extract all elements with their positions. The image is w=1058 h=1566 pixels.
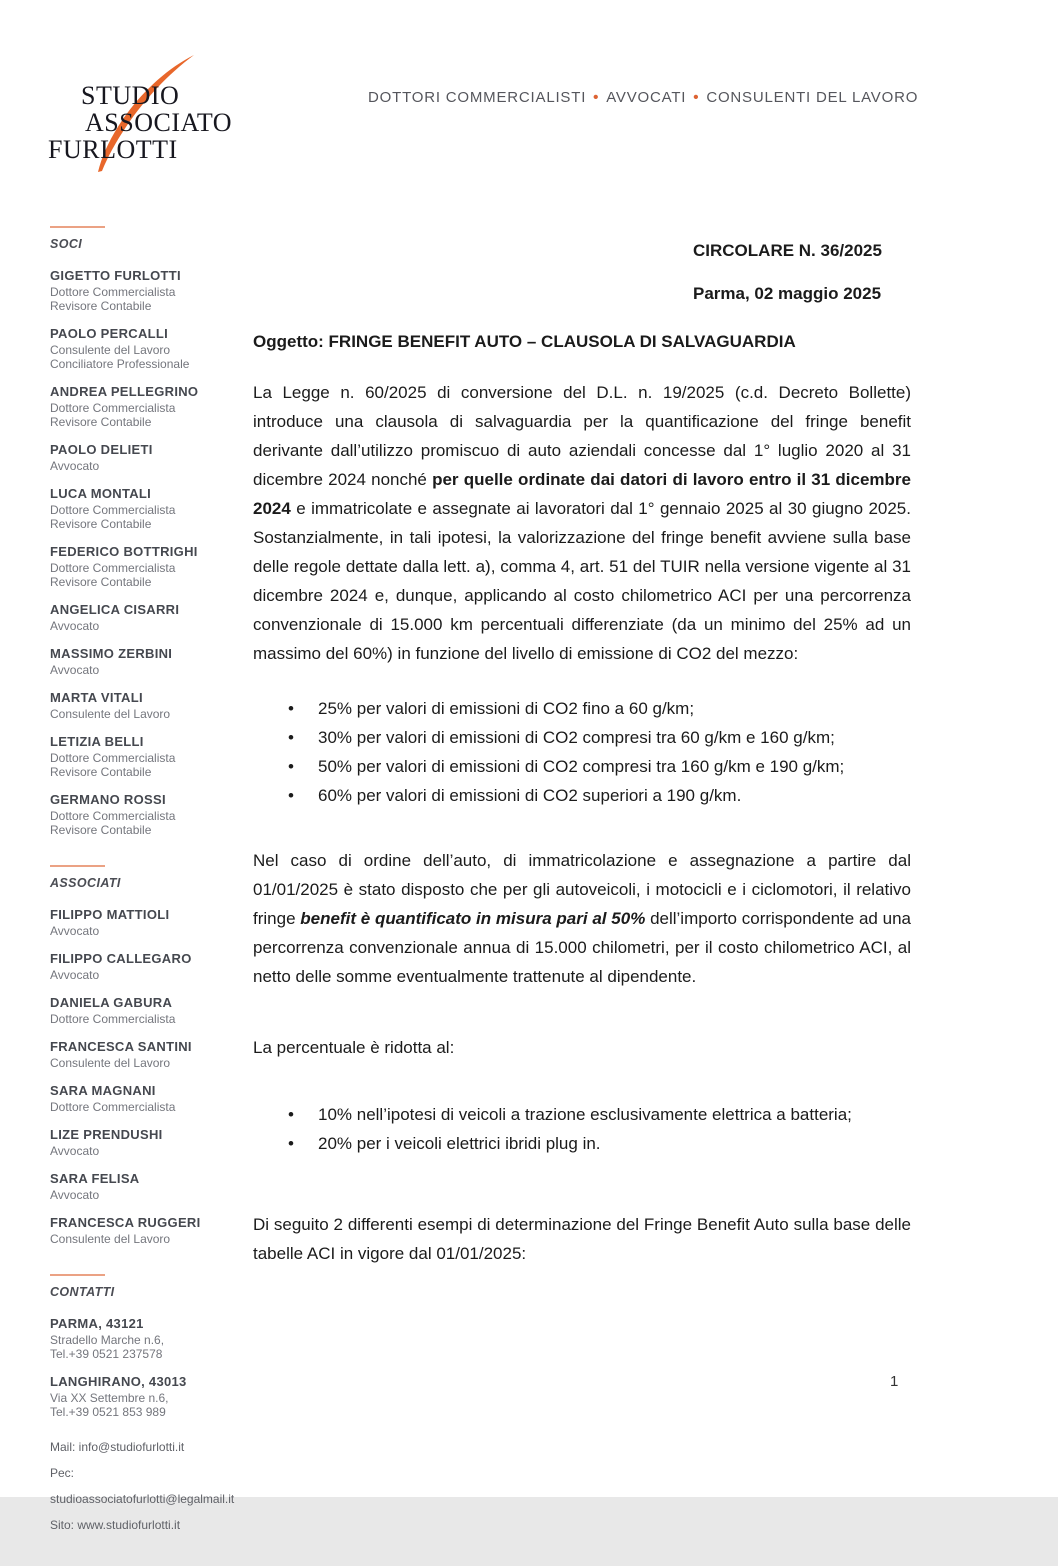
person-roles: Consulente del Lavoro	[50, 707, 171, 721]
person-roles: Avvocato	[50, 968, 100, 982]
co2-percentage-list	[253, 694, 911, 810]
person-name: FRANCESCA SANTINI	[50, 1039, 192, 1054]
person-roles: Dottore Commercialista Revisore Contabile	[50, 751, 176, 779]
person-entry	[50, 1171, 230, 1202]
section-title: CONTATTI	[50, 1285, 115, 1299]
person-name: DANIELA GABURA	[50, 995, 173, 1010]
person-roles: Avvocato	[50, 1188, 100, 1202]
office-city: PARMA, 43121	[50, 1316, 144, 1331]
person-entry	[50, 951, 230, 982]
person-name: LIZE PRENDUSHI	[50, 1127, 163, 1142]
person-roles: Dottore Commercialista Revisore Contabile	[50, 503, 176, 531]
person-name: FEDERICO BOTTRIGHI	[50, 544, 198, 559]
person-entry	[50, 268, 230, 313]
person-entry	[50, 1039, 230, 1070]
logo-line: STUDIO	[81, 81, 180, 110]
paragraph-reduction-intro: La percentuale è ridotta al:	[253, 1038, 455, 1057]
section-title: ASSOCIATI	[50, 876, 121, 890]
person-entry	[50, 907, 230, 938]
person-roles: Avvocato	[50, 459, 100, 473]
person-roles: Consulente del Lavoro	[50, 1232, 171, 1246]
contact-link: Mail: info@studiofurlotti.it	[50, 1440, 185, 1454]
section-divider	[50, 865, 105, 867]
office-entry	[50, 1316, 230, 1361]
person-name: MASSIMO ZERBINI	[50, 646, 173, 661]
person-roles: Consulente del Lavoro Conciliatore Professionale	[50, 343, 190, 371]
page-number: 1	[890, 1373, 899, 1390]
person-roles: Dottore Commercialista Revisore Contabile	[50, 561, 176, 589]
person-entry	[50, 384, 230, 429]
office-address: Stradello Marche n.6, Tel.+39 0521 237578	[50, 1333, 165, 1361]
person-roles: Dottore Commercialista Revisore Contabile	[50, 401, 176, 429]
person-name: FRANCESCA RUGGERI	[50, 1215, 201, 1230]
person-roles: Avvocato	[50, 619, 100, 633]
sidebar-section-associati	[50, 865, 230, 1246]
logo-text	[48, 50, 233, 164]
contact-link: Sito: www.studiofurlotti.it	[50, 1518, 181, 1532]
list-item: • 50% per valori di emissioni di CO2 compresi tra 160 g/km e 190 g/km;	[288, 752, 911, 781]
sidebar	[50, 226, 235, 1566]
list-item: • 60% per valori di emissioni di CO2 superiori a 190 g/km.	[288, 781, 911, 810]
person-name: GERMANO ROSSI	[50, 792, 166, 807]
section-divider	[50, 226, 105, 228]
person-name: ANGELICA CISARRI	[50, 602, 180, 617]
office-city: LANGHIRANO, 43013	[50, 1374, 187, 1389]
person-roles: Dottore Commercialista	[50, 1100, 176, 1114]
person-roles: Avvocato	[50, 924, 100, 938]
person-entry	[50, 326, 230, 371]
person-entry	[50, 544, 230, 589]
list-item: • 10% nell’ipotesi di veicoli a trazione esclusivamente elettrica a batteria;	[288, 1100, 911, 1129]
person-entry	[50, 486, 230, 531]
date-line: Parma, 02 maggio 2025	[693, 284, 882, 303]
person-name: ANDREA PELLEGRINO	[50, 384, 199, 399]
person-entry	[50, 1215, 230, 1246]
person-name: FILIPPO MATTIOLI	[50, 907, 170, 922]
person-name: PAOLO PERCALLI	[50, 326, 169, 341]
person-name: FILIPPO CALLEGARO	[50, 951, 192, 966]
paragraph-order-2025: Nel caso di ordine dell’auto, di immatricolazione e assegnazione a partire dal 01/01/2025 è stato disposto che per gli autoveicoli, i motocicli e i ciclomotori, il relativo fringe benefit è quantificato in misura pari al 50% dell’importo corrispondente ad una percorrenza convenzionale annua di 15.000 chilometri, per il costo chilometrico ACI, al netto delle somme eventualmente trattenute al dipendente.	[253, 851, 911, 986]
section-title: SOCI	[50, 237, 83, 251]
bullet-separator: •	[593, 89, 600, 106]
person-name: LETIZIA BELLI	[50, 734, 144, 749]
section-divider	[50, 1274, 105, 1276]
tagline-part: CONSULENTI DEL LAVORO	[706, 89, 919, 106]
sidebar-section-contatti	[50, 1274, 235, 1538]
person-entry	[50, 734, 230, 779]
office-address: Via XX Settembre n.6, Tel.+39 0521 853 989	[50, 1391, 169, 1419]
person-entry	[50, 792, 230, 837]
letter-body	[253, 235, 911, 1268]
list-item: • 25% per valori di emissioni di CO2 fino a 60 g/km;	[288, 694, 911, 723]
person-roles: Dottore Commercialista Revisore Contabile	[50, 809, 176, 837]
person-roles: Dottore Commercialista Revisore Contabile	[50, 285, 176, 313]
person-entry	[50, 602, 230, 633]
person-roles: Dottore Commercialista	[50, 1012, 176, 1026]
list-item: • 30% per valori di emissioni di CO2 compresi tra 60 g/km e 160 g/km;	[288, 723, 911, 752]
person-entry	[50, 690, 230, 721]
person-roles: Avvocato	[50, 1144, 100, 1158]
contact-links	[50, 1434, 235, 1538]
subject-line: Oggetto: FRINGE BENEFIT AUTO – CLAUSOLA DI SALVAGUARDIA	[253, 332, 796, 351]
person-roles: Avvocato	[50, 663, 100, 677]
bullet-separator: •	[693, 89, 700, 106]
sidebar-section-soci	[50, 226, 230, 837]
person-entry	[50, 1127, 230, 1158]
person-name: SARA MAGNANI	[50, 1083, 156, 1098]
person-name: PAOLO DELIETI	[50, 442, 153, 457]
tagline-part: AVVOCATI	[606, 89, 687, 106]
office-entry	[50, 1374, 230, 1419]
tagline-part: DOTTORI COMMERCIALISTI	[368, 89, 587, 106]
person-entry	[50, 1083, 230, 1114]
contact-link: Pec: studioassociatofurlotti@legalmail.it	[50, 1466, 235, 1506]
paragraph-examples-intro: Di seguito 2 differenti esempi di determinazione del Fringe Benefit Auto sulla base delle tabelle ACI in vigore dal 01/01/2025:	[253, 1215, 911, 1263]
logo-line: ASSOCIATO	[85, 108, 233, 137]
person-name: GIGETTO FURLOTTI	[50, 268, 181, 283]
logo-line: FURLOTTI	[48, 135, 178, 164]
person-entry	[50, 442, 230, 473]
circular-number: CIRCOLARE N. 36/2025	[693, 241, 882, 260]
firm-tagline	[368, 89, 918, 106]
person-name: MARTA VITALI	[50, 690, 143, 705]
person-entry	[50, 646, 230, 677]
reduced-percentage-list	[253, 1100, 911, 1158]
list-item: • 20% per i veicoli elettrici ibridi plug in.	[288, 1129, 911, 1158]
paragraph-intro: La Legge n. 60/2025 di conversione del D.L. n. 19/2025 (c.d. Decreto Bollette) introduce una clausola di salvaguardia per la quantificazione del fringe benefit derivante dall’utilizzo promiscuo di auto aziendali concesse dal 1° luglio 2020 al 31 dicembre 2024 nonché per quelle ordinate dai datori di lavoro entro il 31 dicembre 2024 e immatricolate e assegnate ai lavoratori dal 1° gennaio 2025 al 30 giugno 2025. Sostanzialmente, in tali ipotesi, la valorizzazione del fringe benefit avviene sulla base delle regole dettate dalla lett. a), comma 4, art. 51 del TUIR nella versione vigente al 31 dicembre 2024 e, dunque, applicando al costo chilometrico ACI per una percorrenza convenzionale di 15.000 km percentuali differenziate (da un minimo del 25% ad un massimo del 60%) in funzione del livello di emissione di CO2 del mezzo:	[253, 383, 911, 663]
person-name: LUCA MONTALI	[50, 486, 152, 501]
person-roles: Consulente del Lavoro	[50, 1056, 171, 1070]
person-entry	[50, 995, 230, 1026]
person-name: SARA FELISA	[50, 1171, 140, 1186]
firm-logo	[48, 50, 233, 182]
